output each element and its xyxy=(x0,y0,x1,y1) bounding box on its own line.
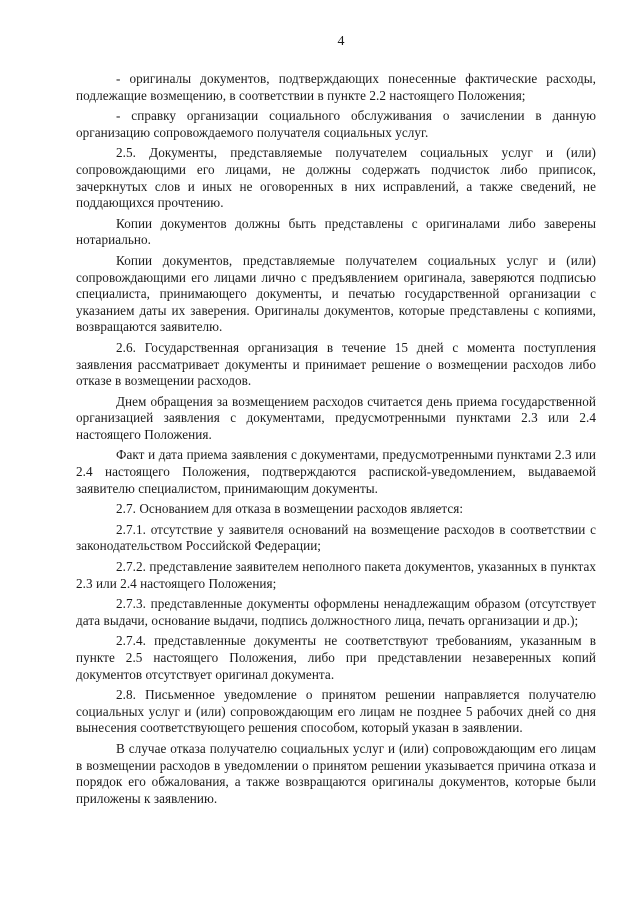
paragraph-2-7-1: 2.7.1. отсутствие у заявителя оснований на возмещение расходов в соответствии с законодательством Российской Федерации; xyxy=(76,521,596,554)
paragraph-refusal: В случае отказа получателю социальных услуг и (или) сопровождающим его лицам в возмещении расходов в уведомлении о принятом решении указывается причина отказа и порядок его обжалования, а также возвращаются оригиналы документов, которые были приложены к заявлению. xyxy=(76,740,596,806)
paragraph-application-date: Днем обращения за возмещением расходов считается день приема государственной организацией заявления с документами, предусмотренными пунктами 2.3 или 2.4 настоящего Положения. xyxy=(76,393,596,442)
paragraph-2-7-3: 2.7.3. представленные документы оформлены ненадлежащим образом (отсутствует дата выдачи, основание выдачи, подпись должностного лица, печать организации и др.); xyxy=(76,596,596,628)
paragraph-2-7-4: 2.7.4. представленные документы не соответствуют требованиям, указанным в пункте 2.5 настоящего Положения, либо при представлении незаверенных копий документов отсутствует оригинал документа. xyxy=(76,633,596,682)
paragraph-2-7: 2.7. Основанием для отказа в возмещении расходов является: xyxy=(116,501,464,517)
paragraph-originals-list-item: - оригиналы документов, подтверждающих понесенные фактические расходы, подлежащие возмещению, в соответствии в пункте 2.2 настоящего Положения; xyxy=(76,71,596,103)
paragraph-receipt-notice: Факт и дата приема заявления с документами, предусмотренными пунктами 2.3 или 2.4 настоящего Положения, подтверждаются распиской-уведомлением, выдаваемой заявителю специалистом, принимающим документы. xyxy=(76,447,596,496)
paragraph-2-6: 2.6. Государственная организация в течение 15 дней с момента поступления заявления рассматривает документы и принимает решение о возмещении расходов либо отказе в возмещении расходов. xyxy=(76,339,596,389)
paragraph-copies-certification: Копии документов, представляемые получателем социальных услуг и (или) сопровождающими его лицами лично с предъявлением оригинала, заверяются подписью специалиста, принимающего документы, и печатью государственной организации с указанием даты их заверения. Оригиналы документов, которые представлены с копиями, возвращаются заявителю. xyxy=(76,252,596,335)
paragraph-copies-notarized: Копии документов должны быть представлены с оригиналами либо заверены нотариально. xyxy=(76,215,596,248)
paragraph-certificate-list-item: - справку организации социального обслуживания о зачислении в данную организацию сопровождаемого получателя социальных услуг. xyxy=(76,108,596,140)
paragraph-2-8: 2.8. Письменное уведомление о принятом решении направляется получателю социальных услуг и (или) сопровождающим его лицам не позднее 5 рабочих дней со дня вынесения соответствующего решения способом, который указан в заявлении. xyxy=(76,687,596,736)
paragraph-2-5: 2.5. Документы, представляемые получателем социальных услуг и (или) сопровождающими его лицами, не должны содержать подчисток либо приписок, зачеркнутых слов и иных не оговоренных в них исправлений, а также сведений, не поддающихся прочтению. xyxy=(76,145,596,211)
paragraph-2-7-2: 2.7.2. представление заявителем неполного пакета документов, указанных в пунктах 2.3 или 2.4 настоящего Положения; xyxy=(76,559,596,591)
page-number: 4 xyxy=(337,34,345,49)
